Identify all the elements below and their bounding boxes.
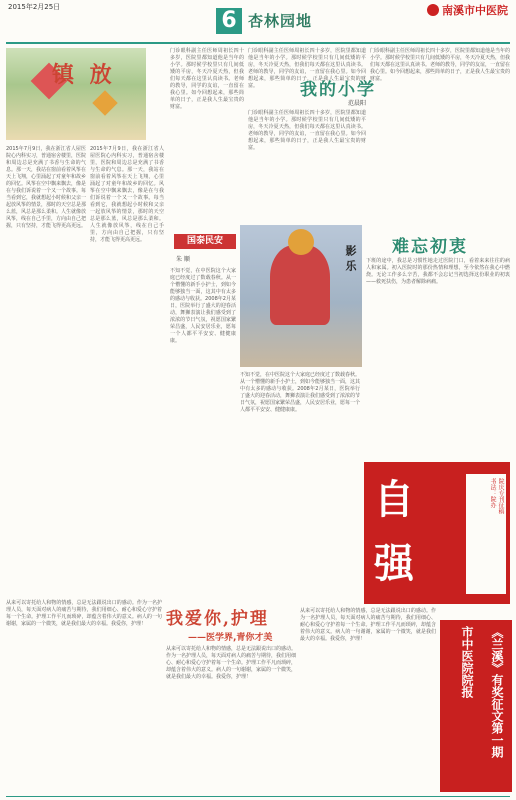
article5-body-col2: 从来可以寄托给人和物的情感，总是无法跟说出口的感动。作为一名护理人员，每天面对病人的痛苦与期待，我们用细心、耐心和爱心守护着每一个生命。护理工作平凡而琐碎，却蕴含着伟大的意义。病人的一句谢谢，家属的一个微笑，就是我们最大的幸福。我爱你，护理！ bbox=[166, 646, 297, 680]
article5-body-col1: 从来可以寄托给人和物的情感，总是无法跟说出口的感动。作为一名护理人员，每天面对病人的痛苦与期待，我们用细心、耐心和爱心守护着每一个生命。护理工作平凡而琐碎，却蕴含着伟大的意义。病人的一句谢谢，家属的一个微笑，就是我们最大的幸福。我爱你，护理！ bbox=[6, 600, 162, 627]
article2-title: 我的小学 bbox=[300, 80, 376, 100]
article2-byline: 范晨阳 bbox=[348, 100, 367, 107]
contest-banner bbox=[440, 620, 512, 792]
article3-byline: 朱 顺 bbox=[176, 256, 190, 263]
article2-body-col1: 门诊眼科副主任医师周祖长四十多岁，医院里都知道他是当年的小学。那时候学校里只有几间低矮的平房，冬天冷夏天热，但我们每天都在这里认真读书。老师的教导，同学的友谊，一直留在我心里。如今回想起来，那些简单的日子，正是我人生最宝贵的财富。 bbox=[170, 48, 244, 110]
calligraphy-side-label bbox=[466, 474, 506, 594]
calligraphy-char-bottom: 强 bbox=[374, 540, 414, 587]
article3-title: 国泰民安 bbox=[174, 234, 236, 249]
side-label-author: 书法：院办 bbox=[489, 478, 496, 508]
article3-body-col1: 不知不觉，在中医院这个大家庭已经度过了数载春秋。从一个懵懂的新手小护士，到如今能够独当一面，这其中有太多的感动与收获。2008年2月某日，医院举行了盛大的迎春活动，舞狮表演让我们感受到了浓浓的节日气氛，祝愿国家繁荣昌盛，人民安居乐业，愿每一个人都平平安安、健健康康。 bbox=[170, 268, 236, 344]
lion-shape bbox=[270, 245, 330, 325]
article5-body-col3: 从来可以寄托给人和物的情感，总是无法跟说出口的感动。作为一名护理人员，每天面对病人的痛苦与期待，我们用细心、耐心和爱心守护着每一个生命。护理工作平凡而琐碎，却蕴含着伟大的意义。病人的一句谢谢，家属的一个微笑，就是我们最大的幸福。我爱你，护理！ bbox=[300, 608, 436, 642]
article1-body-col2: 2015年7月9日，我在浙江省人屋医院心内科实习，普通宿舍楼里，医院和周边总是充满了书香与生命的气息。那一天，我站在窗前看着风筝在天上飞翔，心里涌起了对童年和故乡的回忆。风筝在空中飘来飘去，像是在与我们诉说着一个又一个故事。每当看到它，我就想起小时候和父亲一起放风筝的情景，那时的天空总是那么蓝，风总是那么柔和。人生就像放风筝，线在自己手里，方向由自己把握，只有坚持，才能飞得更高更远。 bbox=[90, 146, 164, 243]
article4-title: 难忘初衷 bbox=[392, 237, 468, 257]
contest-line-1: 市中医院院报 bbox=[460, 626, 474, 698]
contest-line-2: 《兰溪》有奖征文第一期 bbox=[490, 626, 504, 758]
article1-body: 2015年7月9日，我在浙江省人屋医院心内科实习，普通宿舍楼里，医院和周边总是充满了书香与生命的气息。那一天，我站在窗前看着风筝在天上飞翔，心里涌起了对童年和故乡的回忆。风筝在空中飘来飘去，像是在与我们诉说着一个又一个故事。每当看到它，我就想起小时候和父亲一起放风筝的情景，那时的天空总是那么蓝，风总是那么柔和。人生就像放风筝，线在自己手里，方向由自己把握，只有坚持，才能飞得更高更远。 bbox=[6, 146, 87, 229]
paper-logo bbox=[427, 2, 508, 18]
lion-head-shape bbox=[288, 229, 314, 255]
page-number: 6 bbox=[216, 8, 242, 34]
article2-body-top: 门诊眼科副主任医师周祖长四十多岁，医院里都知道他是当年的小学。那时候学校里只有几间低矮的平房，冬天冷夏天热，但我们每天都在这里认真读书。老师的教导，同学的友谊，一直留在我心里。如今回想起来，那些简单的日子，正是我人生最宝贵的财富。 bbox=[248, 48, 366, 89]
photo-caption: 影 乐 bbox=[344, 245, 357, 271]
paper-name: 南溪市中医院 bbox=[442, 4, 508, 17]
kite-shape bbox=[92, 90, 117, 115]
article5-subtitle: ——医学界,青你才美 bbox=[188, 633, 273, 643]
calligraphy-block bbox=[364, 462, 510, 604]
section-title: 杏林园地 bbox=[248, 12, 313, 30]
article5-title: 我爱你,护理 bbox=[166, 609, 269, 629]
calligraphy-char-top: 自 bbox=[374, 476, 414, 523]
issue-date: 2015年2月25日 bbox=[8, 3, 61, 11]
article4-body: 下班的途中，我总是习惯性地走过医院门口，看着来来往往的病人和家属。初入医院时的那份热情和理想，至今依然在我心中燃烧。无论工作多么辛苦，我都不会忘记当初选择这份职业的初衷——救死扶伤，为患者解除病痛。 bbox=[366, 258, 510, 285]
seal-icon bbox=[427, 4, 439, 16]
article3-body-col2: 不知不觉，在中医院这个大家庭已经度过了数载春秋。从一个懵懂的新手小护士，到如今能够独当一面，这其中有太多的感动与收获。2008年2月某日，医院举行了盛大的迎春活动，舞狮表演让我们感受到了浓浓的节日气氛，祝愿国家繁荣昌盛，人民安居乐业，愿每一个人都平平安安、健健康康。 bbox=[240, 372, 361, 413]
article2-body-col2: 门诊眼科副主任医师周祖长四十多岁，医院里都知道他是当年的小学。那时候学校里只有几间低矮的平房，冬天冷夏天热，但我们每天都在这里认真读书。老师的教导，同学的友谊，一直留在我心里。如今回想起来，那些简单的日子，正是我人生最宝贵的财富。 bbox=[248, 110, 366, 151]
side-label-text: 院庆专刊征稿 bbox=[497, 478, 504, 514]
article2-body-col3: 门诊眼科副主任医师周祖长四十多岁，医院里都知道他是当年的小学。那时候学校里只有几间低矮的平房，冬天冷夏天热，但我们每天都在这里认真读书。老师的教导，同学的友谊，一直留在我心里。如今回想起来，那些简单的日子，正是我人生最宝贵的财富。 bbox=[370, 48, 511, 82]
lion-dance-photo bbox=[240, 225, 362, 367]
header-divider bbox=[6, 42, 510, 44]
page-header bbox=[0, 0, 516, 48]
footer-divider bbox=[6, 796, 510, 797]
article1-title: 镇 放 bbox=[52, 62, 116, 88]
